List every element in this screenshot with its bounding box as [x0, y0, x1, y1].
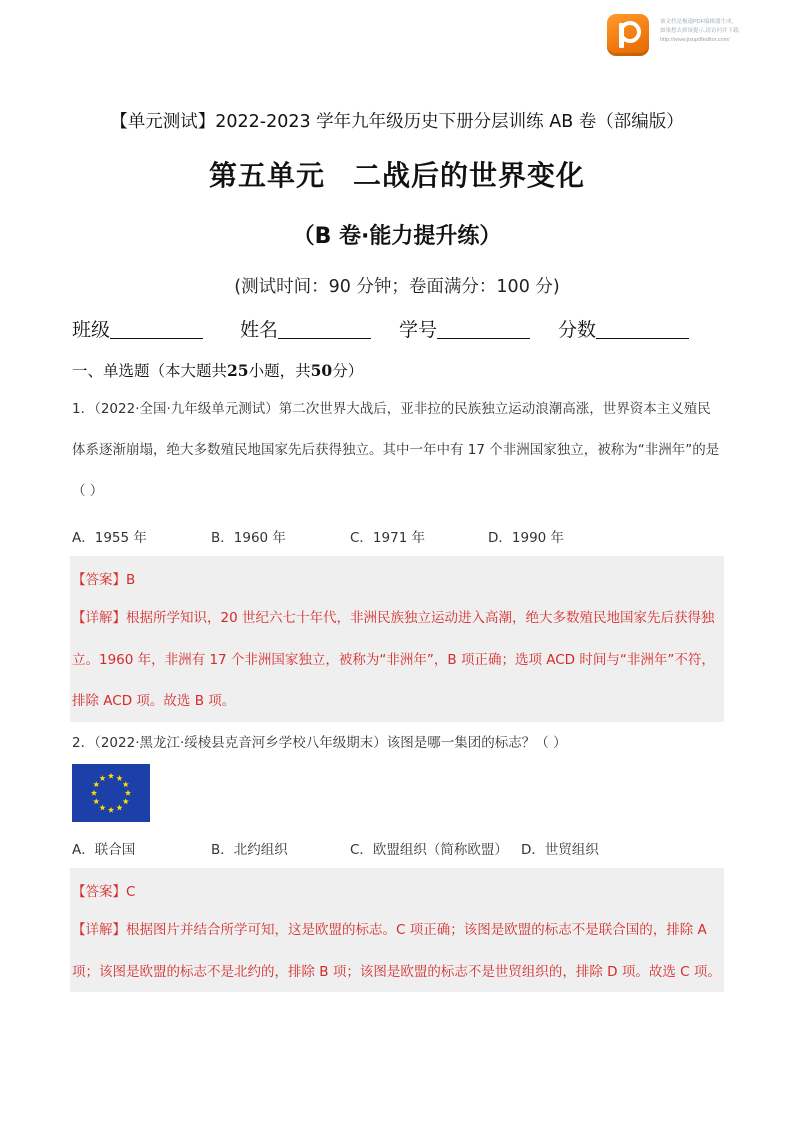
eu-star-icon: [93, 781, 99, 787]
student-id-field: [399, 315, 530, 342]
class-blank: [110, 318, 203, 339]
eu-star-icon: [125, 790, 131, 796]
eu-star-icon: [108, 807, 114, 813]
q2-option-c: C．欧盟组织（简称欧盟）: [350, 842, 508, 858]
watermark-link[interactable]: http://www.jisupdfeditor.com/: [660, 37, 730, 43]
eu-star-icon: [123, 798, 129, 804]
section-label: 一、单选题（本大题共: [72, 362, 228, 380]
eu-star-icon: [99, 804, 105, 810]
student-id-blank: [437, 318, 530, 339]
unit-number: 第五单元: [208, 159, 325, 192]
eu-star-icon: [99, 775, 105, 781]
section-mid: 小题，共: [248, 362, 311, 380]
q2-option-a: A．联合国: [72, 842, 136, 858]
score-blank: [596, 318, 689, 339]
paper-subtitle: （B 卷·能力提升练）: [292, 224, 502, 249]
q1-option-a: A．1955 年: [72, 530, 147, 546]
q1-answer-box: [70, 556, 724, 722]
eu-star-icon: [108, 773, 114, 779]
section-score: 50: [310, 361, 333, 380]
eu-star-icon: [91, 790, 97, 796]
question-count: 25: [227, 361, 249, 380]
eu-star-icon: [116, 804, 122, 810]
eu-stars: [72, 764, 150, 822]
pdf-editor-logo: [607, 14, 649, 56]
eu-star-icon: [123, 781, 129, 787]
q2-option-d: D．世贸组织: [521, 842, 599, 858]
q2-explanation: 【详解】根据图片并结合所学可知，这是欧盟的标志。C 项正确；该图是欧盟的标志不是联合国的，排除 A 项；该图是欧盟的标志不是北约的，排除 B 项；该图是欧盟的标志不是世贸组织的，排除 D 项。故选 C 项。: [72, 922, 721, 980]
eu-flag-image: [72, 764, 150, 822]
question-1-text: 1．（2022·全国·九年级单元测试）第二次世界大战后，亚非拉的民族独立运动浪潮高涨，世界资本主义殖民体系逐渐崩塌，绝大多数殖民地国家先后获得独立。其中一年中有 17 个非洲国家独立，被称为“非洲年”的是（ ）: [72, 401, 720, 499]
score-label: 分数: [558, 319, 597, 341]
name-field: [240, 315, 371, 342]
q1-option-d: D．1990 年: [488, 530, 565, 546]
q2-answer-box: [70, 868, 724, 992]
q1-option-c: C．1971 年: [350, 530, 426, 546]
eu-star-icon: [93, 798, 99, 804]
q1-explanation: 【详解】根据所学知识，20 世纪六七十年代，非洲民族独立运动进入高潮，绝大多数殖民地国家先后获得独立。1960 年，非洲有 17 个非洲国家独立，被称为“非洲年”，B 项正确；选项 ACD 时间与“非洲年”不符，排除 ACD 项。故选 B 项。: [72, 610, 715, 709]
class-field: [72, 315, 203, 342]
unit-heading: [0, 154, 794, 194]
section-end: 分）: [332, 362, 364, 380]
unit-title: 二战后的世界变化: [353, 159, 586, 192]
q2-option-b: B．北约组织: [211, 842, 288, 858]
class-label: 班级: [72, 319, 111, 341]
q1-answer: 【答案】B: [72, 572, 136, 588]
q1-option-b: B．1960 年: [211, 530, 286, 546]
name-label: 姓名: [240, 319, 279, 341]
q2-answer: 【答案】C: [72, 884, 136, 900]
watermark-line-2: 如果想去掉该提示,请访问并下载:: [660, 28, 741, 34]
watermark-line-1: 该文档是极速PDF编辑器生成,: [660, 19, 734, 25]
time-info: (测试时间：90 分钟；卷面满分：100 分): [234, 277, 560, 297]
name-blank: [278, 318, 371, 339]
student-id-label: 学号: [399, 319, 438, 341]
exam-title: 【单元测试】2022-2023 学年九年级历史下册分层训练 AB 卷（部编版）: [110, 112, 684, 132]
question-2-text: 2．（2022·黑龙江·绥棱县克音河乡学校八年级期末）该图是哪一集团的标志？（ ）: [72, 735, 567, 751]
score-field: [558, 315, 689, 342]
section-heading: [72, 359, 363, 381]
eu-star-icon: [116, 775, 122, 781]
